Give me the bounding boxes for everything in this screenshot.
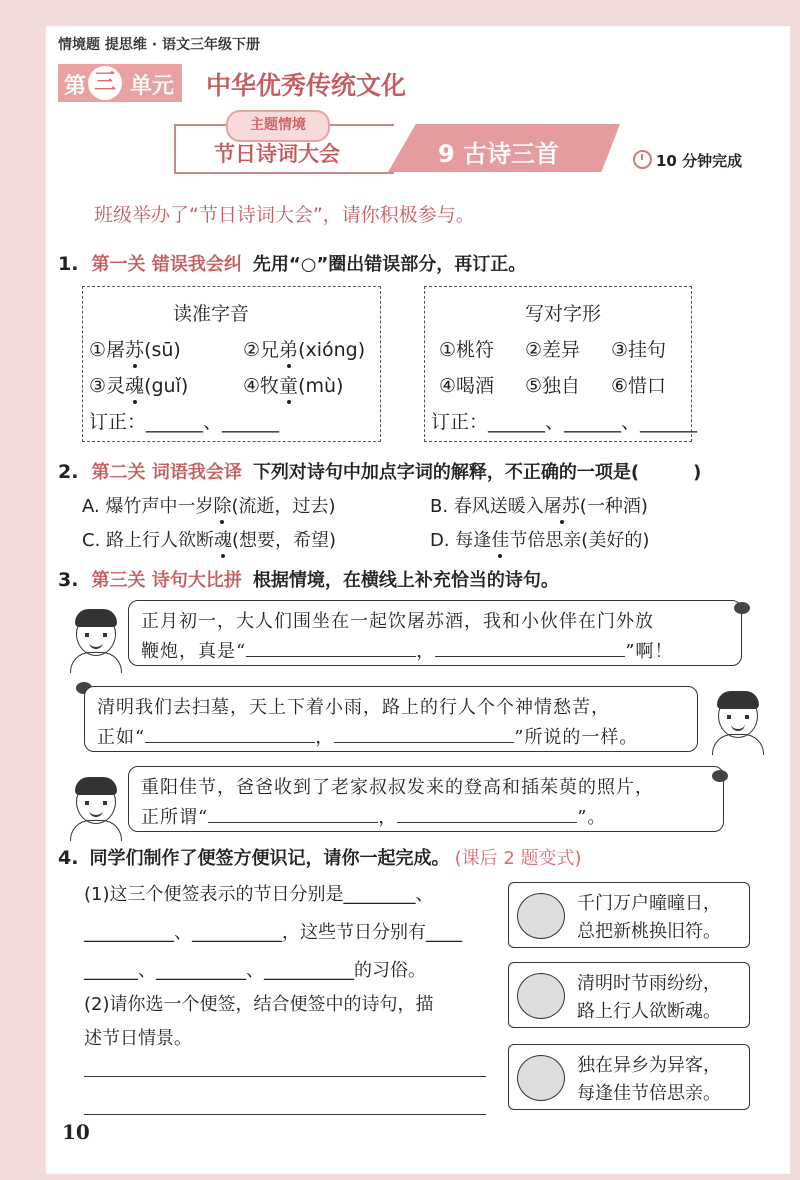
- scene-2-line1: 清明我们去扫墓，天上下着小雨，路上的行人个个神情愁苦，: [97, 697, 610, 718]
- scene-1-line2: 鞭炮，真是“ ， ”啊！: [141, 637, 673, 663]
- scene-3-line2: 正所谓“ ， ”。: [141, 803, 606, 829]
- answer-blank[interactable]: [435, 638, 625, 657]
- q4-part1-line2[interactable]: __________、__________，这些节日分别有____: [84, 922, 462, 943]
- q3-number: 3.: [58, 569, 79, 591]
- answer-line[interactable]: [84, 1076, 486, 1077]
- book-series: 情境题 提思维 · 语文三年级下册: [58, 37, 260, 53]
- scene-3-line1: 重阳佳节，爸爸收到了老家叔叔发来的登高和插茱萸的照片，: [141, 777, 654, 798]
- writing-box: [424, 286, 698, 442]
- q2-instruction: 下列对诗句中加点字词的解释，不正确的一项是( ): [252, 462, 702, 483]
- char-item: ①桃符: [439, 339, 495, 361]
- pron-correction[interactable]: 订正：______、______: [89, 411, 280, 433]
- char-item: ⑤独自: [525, 375, 581, 397]
- q4-part2-line2: 述节日情景。: [84, 1028, 192, 1049]
- note-line: 千门万户曈曈日，: [577, 893, 721, 914]
- q4-part2-line1: (2)请你选一个便签，结合便签中的诗句，描: [84, 994, 434, 1015]
- unit-right: 单元: [130, 74, 175, 99]
- girl-avatar: [718, 694, 758, 738]
- q4-part1-line1[interactable]: (1)这三个便签表示的节日分别是________、: [84, 884, 434, 905]
- q2-stage: 第二关 词语我会译: [91, 462, 242, 483]
- theme-tag: 主题情境: [226, 110, 330, 142]
- writing-correction[interactable]: 订正：______、______、______: [431, 411, 698, 433]
- note-card: [508, 1044, 750, 1110]
- question-4-heading: [58, 844, 582, 870]
- option-c[interactable]: C. 路上行人欲断魂(想要，希望): [82, 530, 337, 551]
- question-1-heading: [58, 250, 526, 276]
- char-item: ④喝酒: [439, 375, 495, 397]
- answer-line[interactable]: [84, 1114, 486, 1115]
- pron-item-1: ①屠苏(sū): [89, 339, 181, 361]
- note-line: 路上行人欲断魂。: [577, 1001, 721, 1022]
- bee-icon: [734, 602, 750, 614]
- answer-blank[interactable]: [145, 724, 315, 743]
- q3-stage: 第三关 诗句大比拼: [91, 570, 242, 591]
- option-b[interactable]: B. 春风送暖入屠苏(一种酒): [430, 496, 648, 517]
- question-2-heading: [58, 458, 701, 484]
- q4-tag: (课后 2 题变式): [454, 848, 582, 869]
- question-3-heading: [58, 566, 559, 592]
- char-item: ②差异: [525, 339, 581, 361]
- lesson-title: 9 古诗三首: [438, 140, 560, 168]
- answer-blank[interactable]: [334, 724, 514, 743]
- answer-blank[interactable]: [246, 638, 416, 657]
- note-line: 每逢佳节倍思亲。: [577, 1083, 721, 1104]
- unit-left: 第: [64, 74, 87, 99]
- pronunciation-title: 读准字音: [173, 303, 250, 325]
- q1-number: 1.: [58, 253, 79, 275]
- writing-title: 写对字形: [525, 303, 602, 325]
- bee-icon: [712, 770, 728, 782]
- unit-title: 中华优秀传统文化: [206, 71, 407, 100]
- scene-2-line2: 正如“ ， ”所说的一样。: [97, 723, 638, 749]
- q2-number: 2.: [58, 461, 79, 483]
- note-line: 独在异乡为异客，: [577, 1055, 721, 1076]
- q4-part1-line3[interactable]: ______、__________、__________的习俗。: [84, 960, 426, 981]
- unit-number: 三: [88, 66, 122, 100]
- boy-avatar: [76, 780, 116, 824]
- note-card: [508, 962, 750, 1028]
- page-number: 10: [62, 1120, 90, 1144]
- note-line: 总把新桃换旧符。: [577, 921, 721, 942]
- q1-stage: 第一关 错误我会纠: [91, 254, 242, 275]
- q4-number: 4.: [58, 847, 79, 869]
- char-item: ③挂句: [611, 339, 667, 361]
- scene-3-bubble: [128, 766, 724, 832]
- time-note: 10 分钟完成: [656, 152, 743, 170]
- double-ninth-illustration: [517, 1055, 565, 1101]
- scene-1-line1: 正月初一，大人们围坐在一起饮屠苏酒，我和小伙伴在门外放: [141, 611, 654, 632]
- theme-title: 节日诗词大会: [214, 142, 340, 166]
- pron-item-2: ②兄弟(xióng): [243, 339, 366, 361]
- q4-instruction: 同学们制作了便签方便识记，请你一起完成。: [89, 848, 450, 869]
- note-line: 清明时节雨纷纷，: [577, 973, 721, 994]
- pron-item-3: ③灵魂(guǐ): [89, 375, 189, 397]
- answer-blank[interactable]: [208, 804, 378, 823]
- spring-festival-illustration: [517, 893, 565, 939]
- pron-item-4: ④牧童(mù): [243, 375, 344, 397]
- pronunciation-box: [82, 286, 381, 442]
- note-card: [508, 882, 750, 948]
- answer-blank[interactable]: [397, 804, 577, 823]
- intro-text: 班级举办了“节日诗词大会”，请你积极参与。: [94, 204, 475, 226]
- qingming-illustration: [517, 973, 565, 1019]
- scene-1-bubble: [128, 600, 742, 666]
- q3-instruction: 根据情境，在横线上补充恰当的诗句。: [252, 570, 559, 591]
- char-item: ⑥惜口: [611, 375, 667, 397]
- option-d[interactable]: D. 每逢佳节倍思亲(美好的): [430, 530, 650, 551]
- boy-avatar: [76, 612, 116, 656]
- scene-2-bubble: [84, 686, 698, 752]
- option-a[interactable]: A. 爆竹声中一岁除(流逝，过去): [82, 496, 336, 517]
- clock-icon: [633, 150, 652, 169]
- q1-instruction: 先用“○”圈出错误部分，再订正。: [252, 254, 527, 275]
